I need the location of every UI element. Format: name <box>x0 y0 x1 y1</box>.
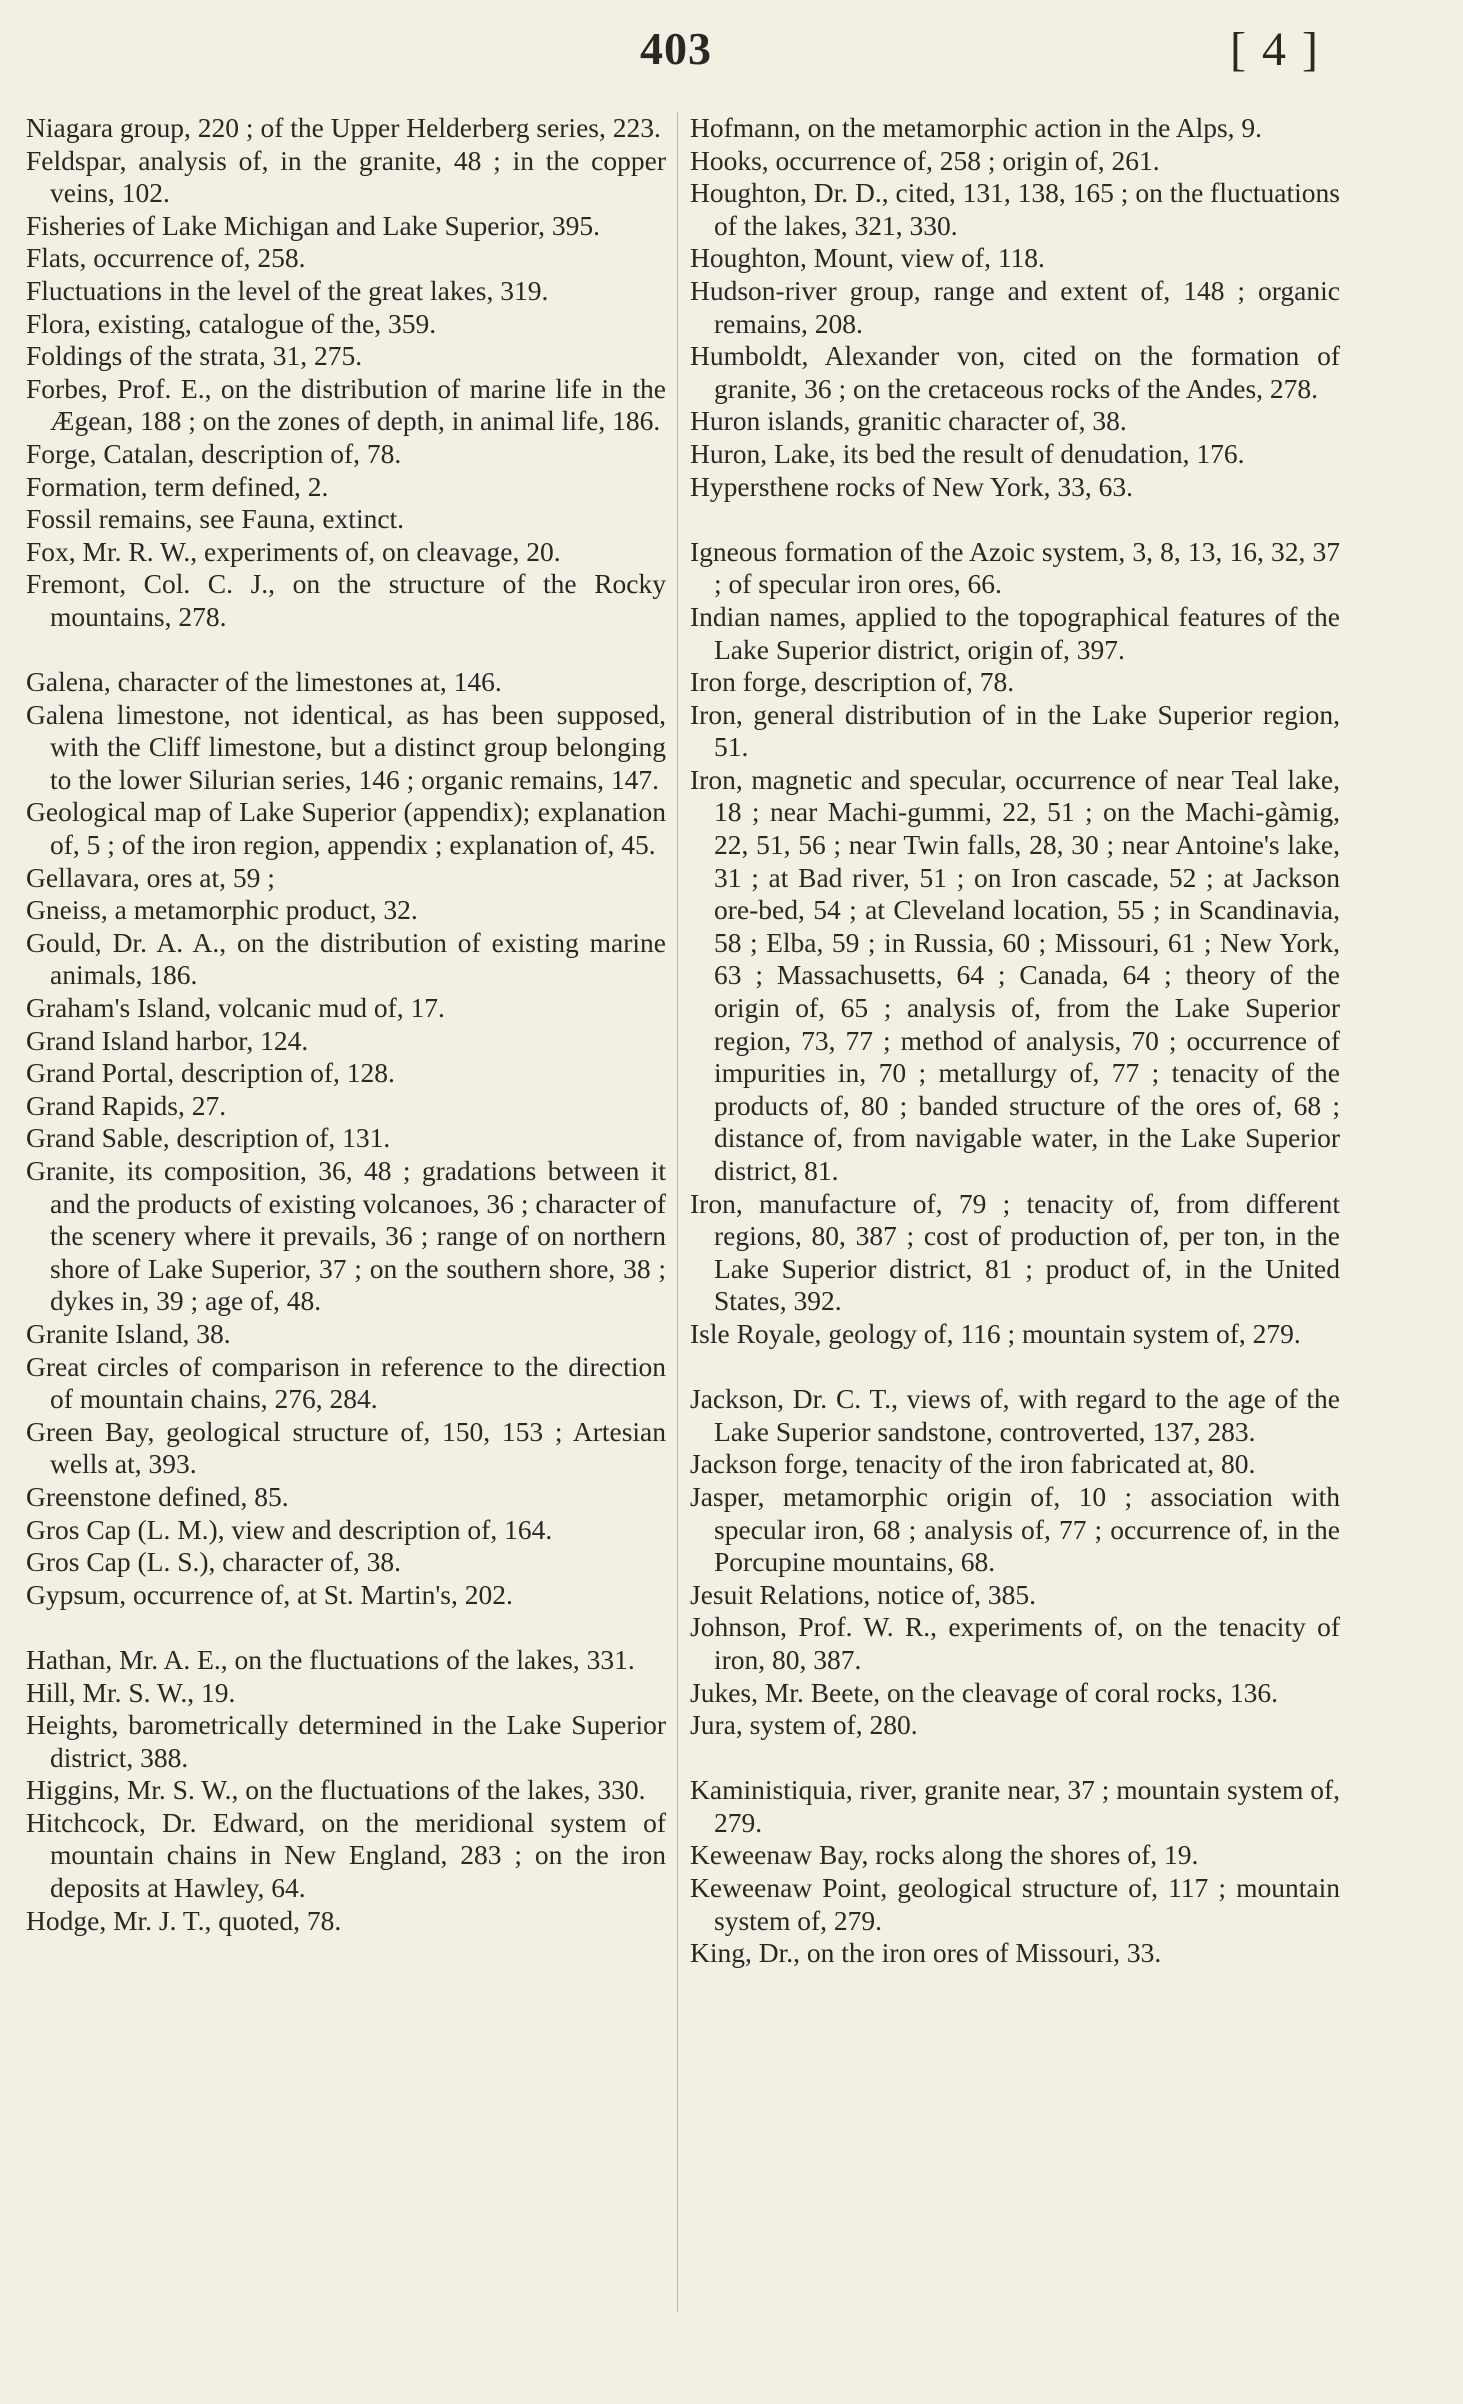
index-entry: Huron, Lake, its bed the result of denudation, 176. <box>690 437 1245 469</box>
index-entry: Grand Sable, description of, 131. <box>26 1122 391 1154</box>
index-entry: Gros Cap (L. S.), character of, 38. <box>26 1546 401 1578</box>
index-entry: Gros Cap (L. M.), view and description of, 164. <box>26 1513 553 1545</box>
index-entry: Grand Portal, description of, 128. <box>26 1057 395 1089</box>
index-entry: Iron, general distribution of in the Lake Superior region, 51. <box>690 698 1340 763</box>
index-entry: Keweenaw Bay, rocks along the shores of, 19. <box>690 1839 1199 1871</box>
index-entry: Igneous formation of the Azoic system, 3, 8, 13, 16, 32, 37 ; of specular iron ores, 66. <box>690 535 1340 600</box>
column-divider <box>677 112 678 2312</box>
index-entry: Higgins, Mr. S. W., on the fluctuations of the lakes, 330. <box>26 1774 646 1806</box>
section-gap <box>26 1611 666 1644</box>
index-entry: Great circles of comparison in reference to the direction of mountain chains, 276, 284. <box>26 1350 666 1415</box>
index-entry: Grand Island harbor, 124. <box>26 1024 309 1056</box>
index-column-right <box>690 112 1340 1970</box>
index-entry: Gypsum, occurrence of, at St. Martin's, 202. <box>26 1578 513 1610</box>
index-entry: Jackson forge, tenacity of the iron fabricated at, 80. <box>690 1448 1256 1480</box>
index-entry: Hypersthene rocks of New York, 33, 63. <box>690 470 1133 502</box>
page-header <box>0 18 1463 88</box>
index-entry: Fluctuations in the level of the great lakes, 319. <box>26 274 549 306</box>
index-entry: Houghton, Mount, view of, 118. <box>690 242 1045 274</box>
index-entry: Galena, character of the limestones at, 146. <box>26 666 502 698</box>
index-entry: Feldspar, analysis of, in the granite, 48 ; in the copper veins, 102. <box>26 144 666 209</box>
index-entry: Hodge, Mr. J. T., quoted, 78. <box>26 1904 342 1936</box>
index-entry: Gellavara, ores at, 59 ; <box>26 861 275 893</box>
index-entry: Forbes, Prof. E., on the distribution of marine life in the Ægean, 188 ; on the zones of depth, in animal life, 186. <box>26 372 666 437</box>
index-entry: Indian names, applied to the topographical features of the Lake Superior district, origin of, 397. <box>690 600 1340 665</box>
index-entry: Iron forge, description of, 78. <box>690 666 1015 698</box>
index-entry: Grand Rapids, 27. <box>26 1089 227 1121</box>
index-entry: Iron, manufacture of, 79 ; tenacity of, from different regions, 80, 387 ; cost of production of, per ton, in the Lake Superior district, 81 ; product of, in the United States, 392. <box>690 1187 1340 1317</box>
index-entry: Hill, Mr. S. W., 19. <box>26 1676 236 1708</box>
index-entry: Gould, Dr. A. A., on the distribution of existing marine animals, 186. <box>26 926 666 991</box>
index-entry: Galena limestone, not identical, as has been supposed, with the Cliff limestone, but a distinct group belonging to the lower Silurian series, 146 ; organic remains, 147. <box>26 698 666 795</box>
index-column-left <box>26 112 666 1937</box>
index-entry: Jura, system of, 280. <box>690 1709 918 1741</box>
index-entry: Jasper, metamorphic origin of, 10 ; association with specular iron, 68 ; analysis of, 77 ; occurrence of, in the Porcupine mountains, 68. <box>690 1480 1340 1578</box>
index-entry: Hofmann, on the metamorphic action in the Alps, 9. <box>690 112 1263 143</box>
index-entry: King, Dr., on the iron ores of Missouri, 33. <box>690 1937 1162 1969</box>
index-entry: Flats, occurrence of, 258. <box>26 242 306 274</box>
index-entry: Johnson, Prof. W. R., experiments of, on the tenacity of iron, 80, 387. <box>690 1611 1340 1675</box>
index-entry: Kaministiquia, river, granite near, 37 ; mountain system of, 279. <box>690 1774 1341 1838</box>
index-entry: Gneiss, a metamorphic product, 32. <box>26 894 418 926</box>
index-entry: Fisheries of Lake Michigan and Lake Superior, 395. <box>26 209 600 241</box>
index-entry: Jukes, Mr. Beete, on the cleavage of coral rocks, 136. <box>690 1676 1279 1708</box>
index-entry: Geological map of Lake Superior (appendix); explanation of, 5 ; of the iron region, appendix ; explanation of, 45. <box>26 796 666 861</box>
index-entry: Forge, Catalan, description of, 78. <box>26 437 402 469</box>
section-gap <box>690 503 1340 536</box>
index-entry: Green Bay, geological structure of, 150, 153 ; Artesian wells at, 393. <box>26 1415 666 1480</box>
section-gap <box>26 634 666 667</box>
index-entry: Houghton, Dr. D., cited, 131, 138, 165 ; on the fluctuations of the lakes, 321, 330. <box>690 177 1340 241</box>
index-entry: Huron islands, granitic character of, 38. <box>690 405 1127 437</box>
page-number: 403 <box>640 23 712 74</box>
index-entry: Foldings of the strata, 31, 275. <box>26 340 363 372</box>
index-entry: Fox, Mr. R. W., experiments of, on cleavage, 20. <box>26 535 561 567</box>
signature-mark: [ 4 ] <box>1230 23 1320 76</box>
index-entry: Hooks, occurrence of, 258 ; origin of, 261. <box>690 144 1160 176</box>
index-entry: Granite, its composition, 36, 48 ; gradations between it and the products of existing volcanoes, 36 ; character of the scenery where it prevails, 36 ; range of on northern shore of Lake Superior, 37 ; on the southern shore, 38 ; dykes in, 39 ; age of, 48. <box>26 1155 666 1317</box>
index-entry: Humboldt, Alexander von, cited on the formation of granite, 36 ; on the cretaceous rocks of the Andes, 278. <box>690 340 1340 404</box>
index-entry: Formation, term defined, 2. <box>26 470 329 502</box>
index-entry: Hudson-river group, range and extent of, 148 ; organic remains, 208. <box>690 274 1340 339</box>
index-entry: Isle Royale, geology of, 116 ; mountain system of, 279. <box>690 1317 1301 1349</box>
section-gap <box>690 1351 1340 1384</box>
index-entry: Jesuit Relations, notice of, 385. <box>690 1578 1036 1610</box>
index-entry: Flora, existing, catalogue of the, 359. <box>26 307 437 339</box>
index-entry: Graham's Island, volcanic mud of, 17. <box>26 992 445 1024</box>
index-entry: Hathan, Mr. A. E., on the fluctuations of the lakes, 331. <box>26 1643 635 1675</box>
index-entry: Heights, barometrically determined in the Lake Superior district, 388. <box>26 1709 666 1773</box>
section-gap <box>690 1742 1340 1775</box>
index-entry: Iron, magnetic and specular, occurrence of near Teal lake, 18 ; near Machi-gummi, 22, 51 ; on the Machi-gàmig, 22, 51, 56 ; near Twin falls, 28, 30 ; near Antoine's lake, 31 ; at Bad river, 51 ; on Iron cascade, 52 ; at Jackson ore-bed, 54 ; at Cleveland location, 55 ; in Scandinavia, 58 ; Elba, 59 ; in Russia, 60 ; Missouri, 61 ; New York, 63 ; Massachusetts, 64 ; Canada, 64 ; theory of the origin of, 65 ; analysis of, from the Lake Superior region, 73, 77 ; method of analysis, 70 ; occurrence of impurities in, 70 ; metallurgy of, 77 ; tenacity of the products of, 80 ; banded structure of the ores of, 68 ; distance of, from navigable water, in the Lake Superior district, 81. <box>690 763 1340 1186</box>
index-entry: Niagara group, 220 ; of the Upper Helderberg series, 223. <box>26 112 661 143</box>
index-entry: Fossil remains, see Fauna, extinct. <box>26 503 405 535</box>
index-entry: Greenstone defined, 85. <box>26 1480 289 1512</box>
index-entry: Granite Island, 38. <box>26 1317 231 1349</box>
index-entry: Hitchcock, Dr. Edward, on the meridional system of mountain chains in New England, 283 ; on the iron deposits at Hawley, 64. <box>26 1806 666 1904</box>
index-entry: Keweenaw Point, geological structure of, 117 ; mountain system of, 279. <box>690 1872 1340 1936</box>
index-entry: Jackson, Dr. C. T., views of, with regard to the age of the Lake Superior sandstone, controverted, 137, 283. <box>690 1383 1340 1447</box>
index-entry: Fremont, Col. C. J., on the structure of the Rocky mountains, 278. <box>26 568 666 632</box>
